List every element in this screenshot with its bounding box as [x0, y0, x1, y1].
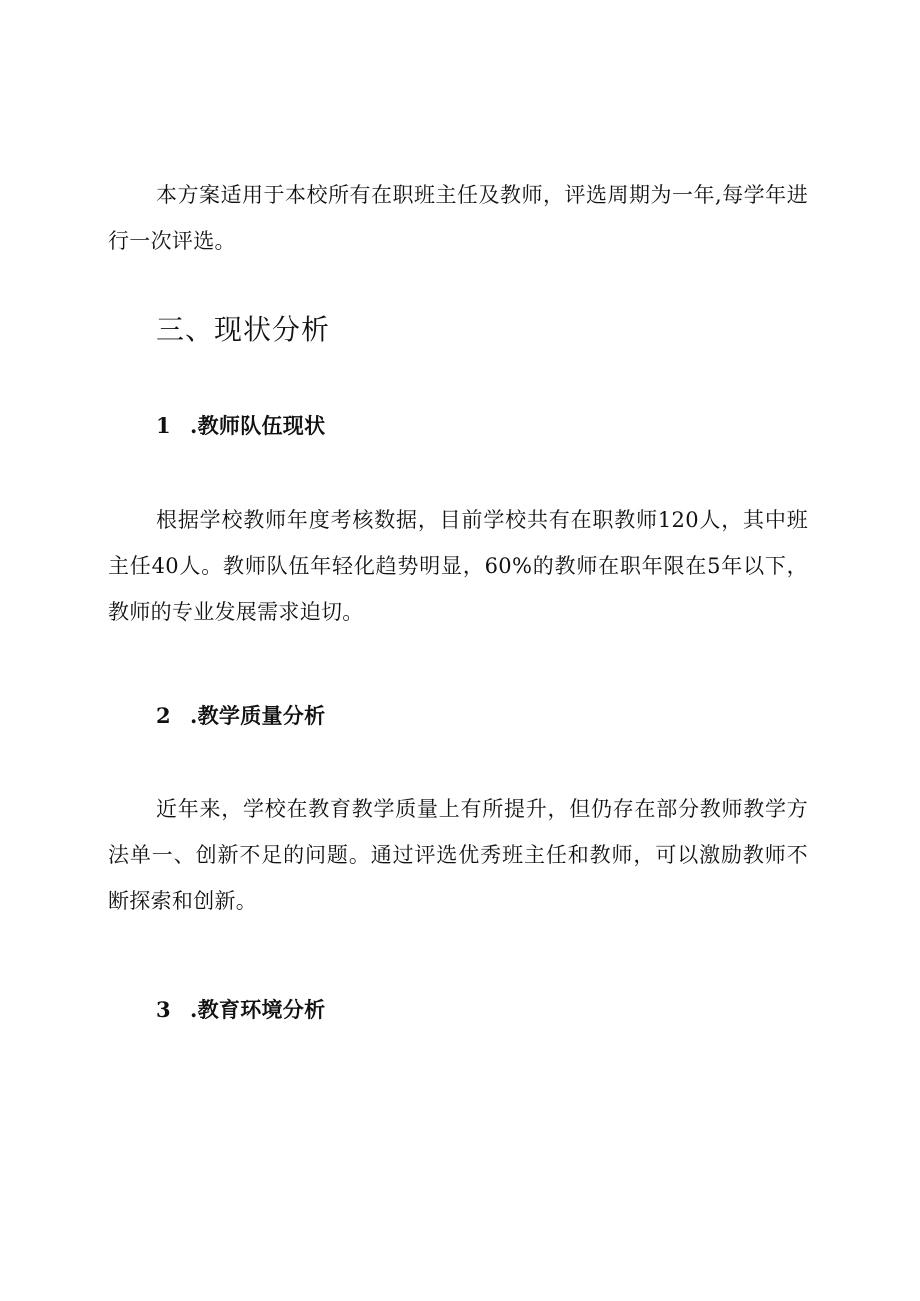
subsection-title: .教学质量分析	[190, 703, 326, 728]
subsection-number: 2	[156, 703, 171, 728]
section-heading-status-analysis: 三、现状分析	[156, 313, 331, 346]
subsection-heading-teaching-quality	[156, 700, 325, 730]
subsection-heading-education-environment	[156, 994, 325, 1024]
subsection-number: 1	[156, 413, 171, 438]
subsection-title: .教育环境分析	[190, 997, 326, 1022]
scope-paragraph: 本方案适用于本校所有在职班主任及教师，评选周期为一年,每学年进行一次评选。	[108, 183, 808, 253]
teaching-quality-paragraph: 近年来，学校在教育教学质量上有所提升，但仍存在部分教师教学方法单一、创新不足的问题。通过评选优秀班主任和教师，可以激励教师不断探索和创新。	[108, 797, 808, 913]
subsection-heading-teacher-team	[156, 410, 325, 440]
teacher-team-paragraph: 根据学校教师年度考核数据，目前学校共有在职教师120人，其中班主任40人。教师队伍年轻化趋势明显，60%的教师在职年限在5年以下，教师的专业发展需求迫切。	[108, 508, 808, 624]
subsection-title: .教师队伍现状	[190, 413, 326, 438]
subsection-number: 3	[156, 997, 171, 1022]
